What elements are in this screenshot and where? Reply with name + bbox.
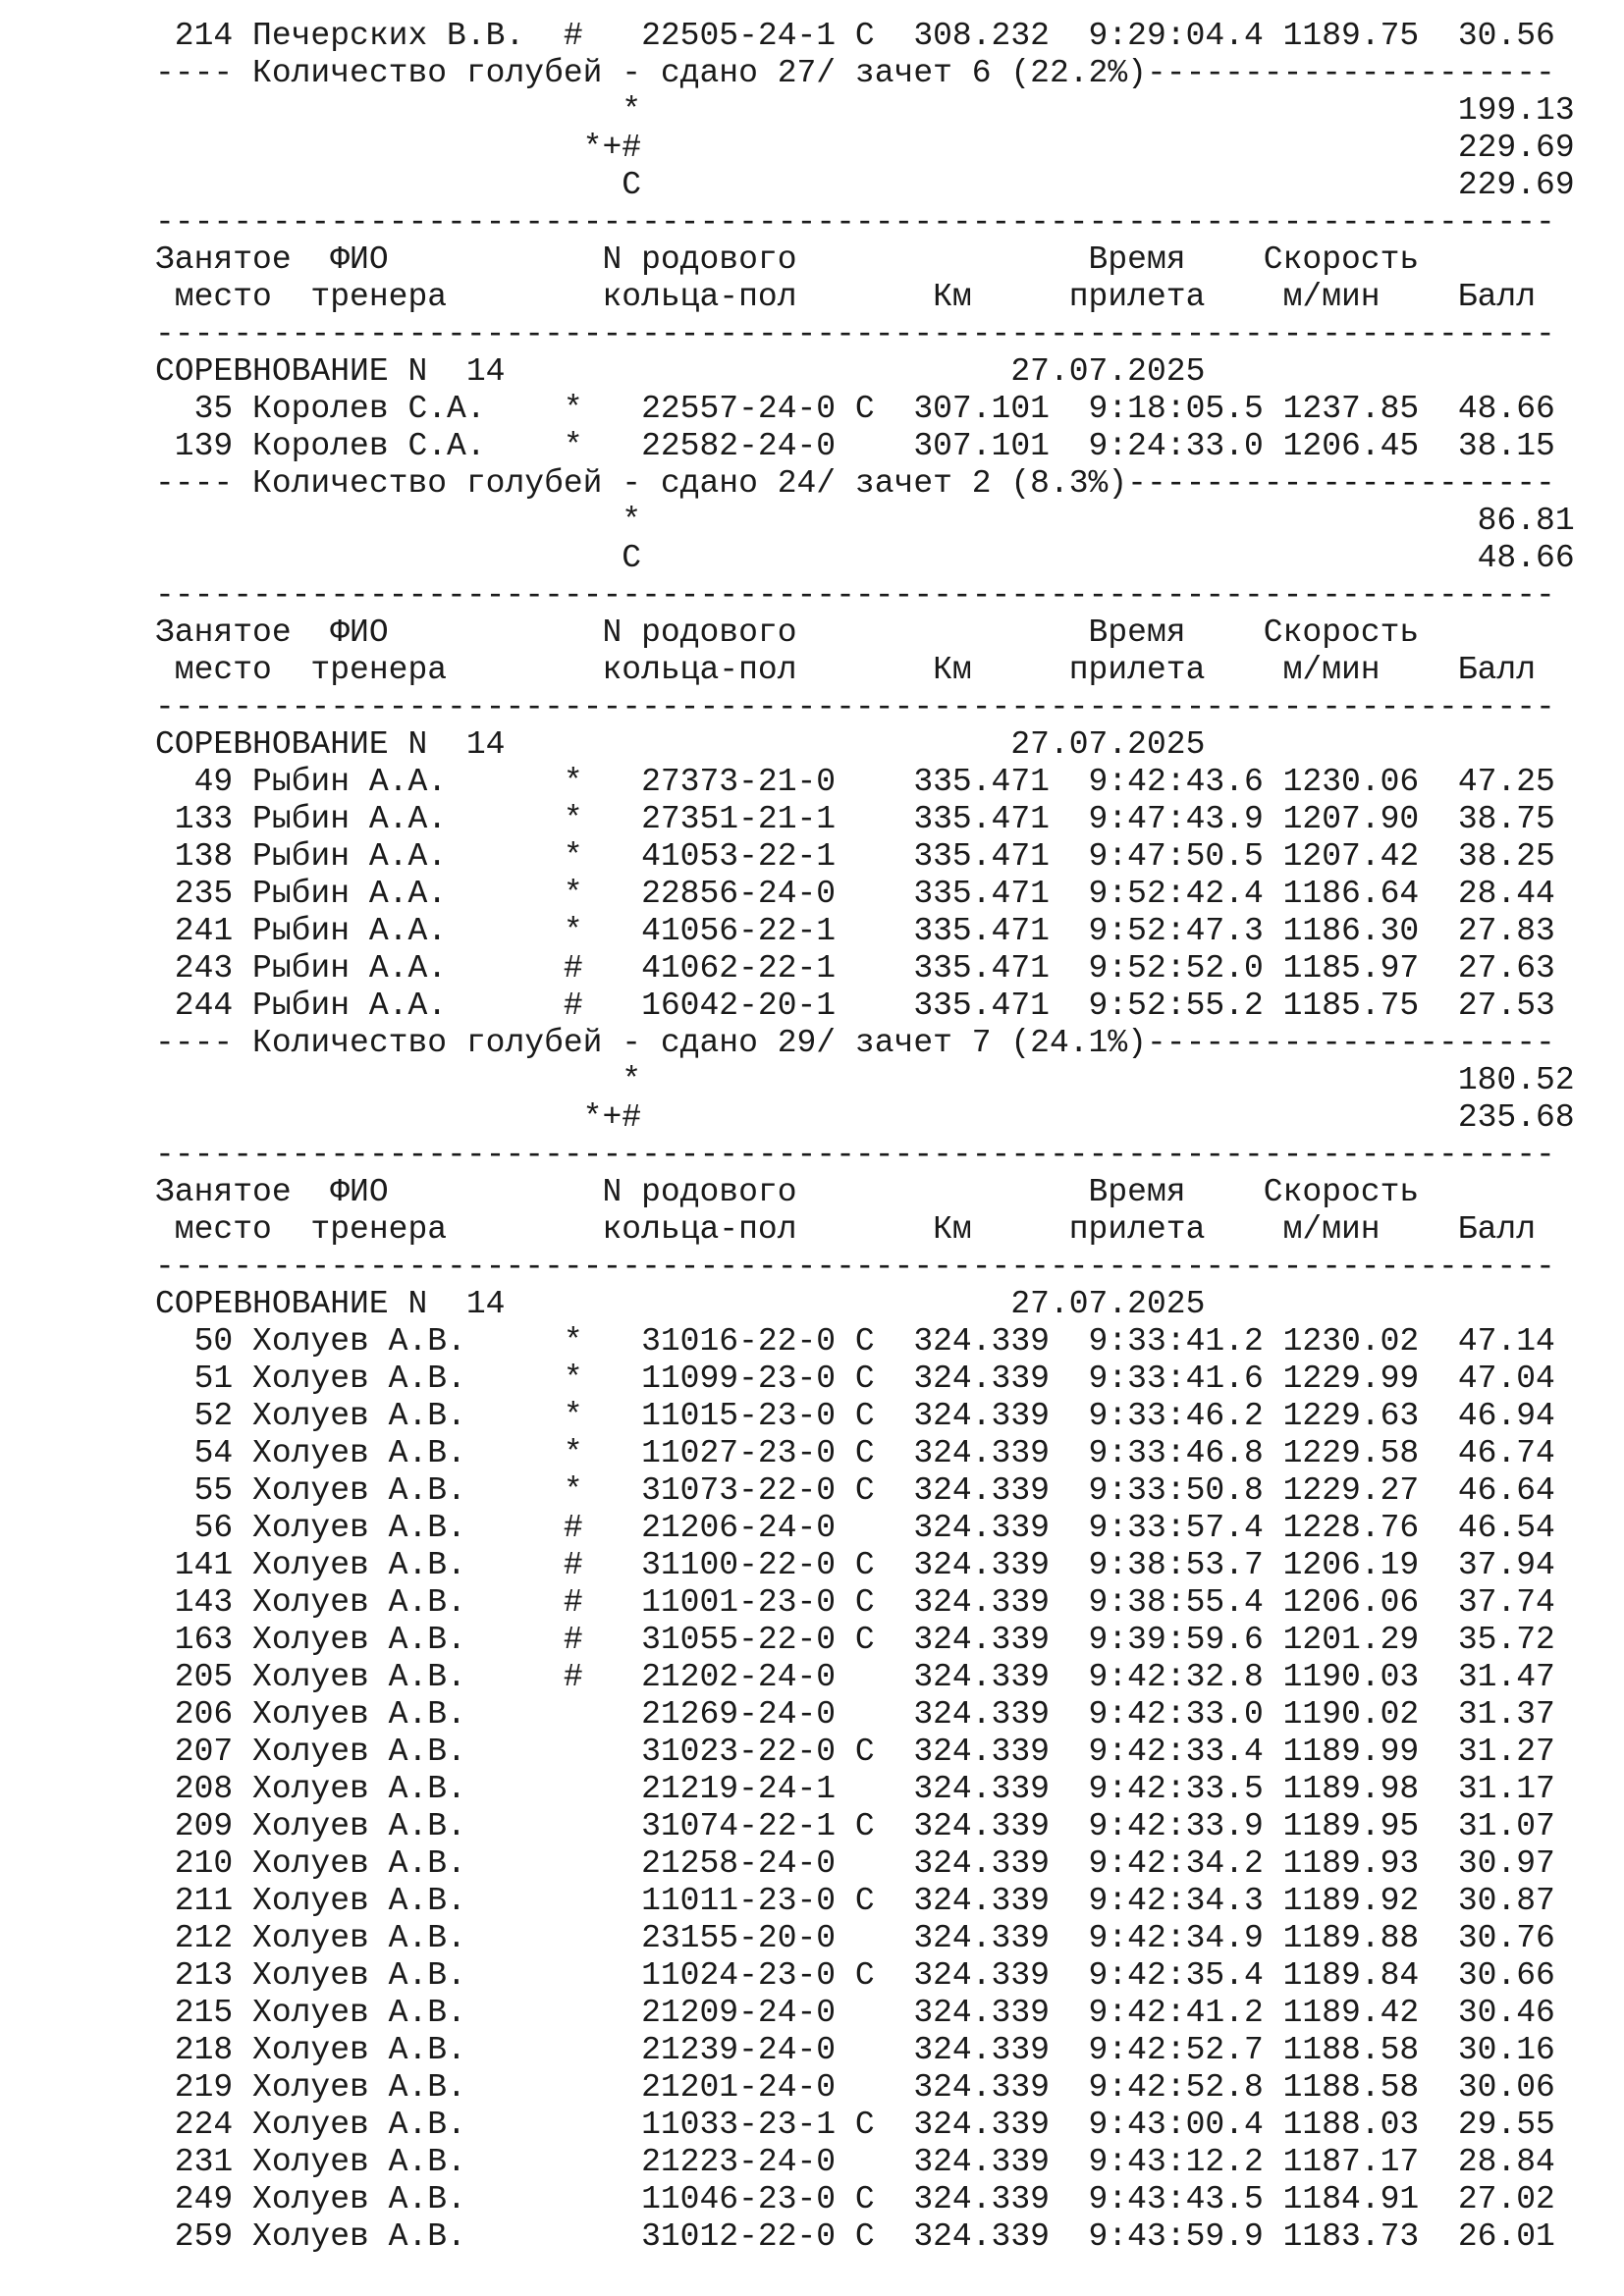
result-row: 49 Рыбин А.А. * 27373-21-0 335.471 9:42:43.6 1230.06 47.25 xyxy=(155,764,1555,800)
result-row: 207 Холуев А.В. 31023-22-0 С 324.339 9:42:33.4 1189.99 31.27 xyxy=(155,1734,1555,1770)
result-row: 213 Холуев А.В. 11024-23-0 С 324.339 9:42:35.4 1189.84 30.66 xyxy=(155,1957,1555,1994)
summary-line: ---- Количество голубей - сдано 27/ зачет 6 (22.2%)--------------------- xyxy=(155,55,1555,91)
result-row: 56 Холуев А.В. # 21206-24-0 324.339 9:33:57.4 1228.76 46.54 xyxy=(155,1510,1555,1546)
subtotal-line: * 180.52 xyxy=(155,1062,1575,1098)
result-row: 218 Холуев А.В. 21239-24-0 324.339 9:42:52.7 1188.58 30.16 xyxy=(155,2032,1555,2068)
result-row: 235 Рыбин А.А. * 22856-24-0 335.471 9:52:42.4 1186.64 28.44 xyxy=(155,876,1555,912)
column-header-line: Занятое ФИО N родового Время Скорость xyxy=(155,614,1420,651)
subtotal-line: *+# 229.69 xyxy=(155,130,1575,166)
separator-line: ------------------------------------------------------------------------ xyxy=(155,577,1555,614)
result-row: 141 Холуев А.В. # 31100-22-0 С 324.339 9:38:53.7 1206.19 37.94 xyxy=(155,1547,1555,1583)
subtotal-line: * 86.81 xyxy=(155,503,1575,539)
result-row: 211 Холуев А.В. 11011-23-0 С 324.339 9:42:34.3 1189.92 30.87 xyxy=(155,1883,1555,1919)
result-row: 138 Рыбин А.А. * 41053-22-1 335.471 9:47:50.5 1207.42 38.25 xyxy=(155,838,1555,875)
competition-line: СОРЕВНОВАНИЕ N 14 27.07.2025 xyxy=(155,1286,1206,1322)
result-row: 214 Печерских В.В. # 22505-24-1 С 308.232 9:29:04.4 1189.75 30.56 xyxy=(155,18,1555,54)
column-header-line: Занятое ФИО N родового Время Скорость xyxy=(155,1174,1420,1210)
summary-line: ---- Количество голубей - сдано 24/ зачет 2 (8.3%)---------------------- xyxy=(155,465,1555,502)
column-header-line: место тренера кольца-пол Км прилета м/мин Балл xyxy=(155,1211,1537,1248)
result-row: 205 Холуев А.В. # 21202-24-0 324.339 9:42:32.8 1190.03 31.47 xyxy=(155,1659,1555,1695)
result-row: 249 Холуев А.В. 11046-23-0 С 324.339 9:43:43.5 1184.91 27.02 xyxy=(155,2181,1555,2217)
result-row: 35 Королев С.А. * 22557-24-0 С 307.101 9:18:05.5 1237.85 48.66 xyxy=(155,391,1555,427)
result-row: 206 Холуев А.В. 21269-24-0 324.339 9:42:33.0 1190.02 31.37 xyxy=(155,1696,1555,1733)
column-header-line: место тренера кольца-пол Км прилета м/мин Балл xyxy=(155,652,1537,688)
result-row: 55 Холуев А.В. * 31073-22-0 С 324.339 9:33:50.8 1229.27 46.64 xyxy=(155,1472,1555,1509)
result-row: 209 Холуев А.В. 31074-22-1 С 324.339 9:42:33.9 1189.95 31.07 xyxy=(155,1808,1555,1844)
summary-line: ---- Количество голубей - сдано 29/ зачет 7 (24.1%)--------------------- xyxy=(155,1025,1555,1061)
result-row: 210 Холуев А.В. 21258-24-0 324.339 9:42:34.2 1189.93 30.97 xyxy=(155,1845,1555,1882)
result-row: 219 Холуев А.В. 21201-24-0 324.339 9:42:52.8 1188.58 30.06 xyxy=(155,2069,1555,2106)
column-header-line: место тренера кольца-пол Км прилета м/мин Балл xyxy=(155,279,1537,315)
column-header-line: Занятое ФИО N родового Время Скорость xyxy=(155,241,1420,278)
result-row: 259 Холуев А.В. 31012-22-0 С 324.339 9:43:59.9 1183.73 26.01 xyxy=(155,2218,1555,2255)
separator-line: ------------------------------------------------------------------------ xyxy=(155,1137,1555,1173)
separator-line: ------------------------------------------------------------------------ xyxy=(155,689,1555,725)
result-row: 52 Холуев А.В. * 11015-23-0 С 324.339 9:33:46.2 1229.63 46.94 xyxy=(155,1398,1555,1434)
results-report xyxy=(155,18,1575,2256)
competition-line: СОРЕВНОВАНИЕ N 14 27.07.2025 xyxy=(155,353,1206,390)
subtotal-line: * 199.13 xyxy=(155,92,1575,129)
result-row: 133 Рыбин А.А. * 27351-21-1 335.471 9:47:43.9 1207.90 38.75 xyxy=(155,801,1555,837)
result-row: 51 Холуев А.В. * 11099-23-0 С 324.339 9:33:41.6 1229.99 47.04 xyxy=(155,1361,1555,1397)
result-row: 212 Холуев А.В. 23155-20-0 324.339 9:42:34.9 1189.88 30.76 xyxy=(155,1920,1555,1956)
result-row: 208 Холуев А.В. 21219-24-1 324.339 9:42:33.5 1189.98 31.17 xyxy=(155,1771,1555,1807)
separator-line: ------------------------------------------------------------------------ xyxy=(155,204,1555,240)
separator-line: ------------------------------------------------------------------------ xyxy=(155,1249,1555,1285)
result-row: 224 Холуев А.В. 11033-23-1 С 324.339 9:43:00.4 1188.03 29.55 xyxy=(155,2107,1555,2143)
result-row: 163 Холуев А.В. # 31055-22-0 С 324.339 9:39:59.6 1201.29 35.72 xyxy=(155,1622,1555,1658)
subtotal-line: С 229.69 xyxy=(155,167,1575,203)
result-row: 243 Рыбин А.А. # 41062-22-1 335.471 9:52:52.0 1185.97 27.63 xyxy=(155,950,1555,987)
result-row: 50 Холуев А.В. * 31016-22-0 С 324.339 9:33:41.2 1230.02 47.14 xyxy=(155,1323,1555,1360)
competition-line: СОРЕВНОВАНИЕ N 14 27.07.2025 xyxy=(155,726,1206,763)
result-row: 139 Королев С.А. * 22582-24-0 307.101 9:24:33.0 1206.45 38.15 xyxy=(155,428,1555,464)
result-row: 231 Холуев А.В. 21223-24-0 324.339 9:43:12.2 1187.17 28.84 xyxy=(155,2144,1555,2180)
result-row: 143 Холуев А.В. # 11001-23-0 С 324.339 9:38:55.4 1206.06 37.74 xyxy=(155,1584,1555,1621)
result-row: 54 Холуев А.В. * 11027-23-0 С 324.339 9:33:46.8 1229.58 46.74 xyxy=(155,1435,1555,1471)
result-row: 244 Рыбин А.А. # 16042-20-1 335.471 9:52:55.2 1185.75 27.53 xyxy=(155,988,1555,1024)
subtotal-line: *+# 235.68 xyxy=(155,1099,1575,1136)
result-row: 241 Рыбин А.А. * 41056-22-1 335.471 9:52:47.3 1186.30 27.83 xyxy=(155,913,1555,949)
subtotal-line: С 48.66 xyxy=(155,540,1575,576)
result-row: 215 Холуев А.В. 21209-24-0 324.339 9:42:41.2 1189.42 30.46 xyxy=(155,1995,1555,2031)
separator-line: ------------------------------------------------------------------------ xyxy=(155,316,1555,352)
